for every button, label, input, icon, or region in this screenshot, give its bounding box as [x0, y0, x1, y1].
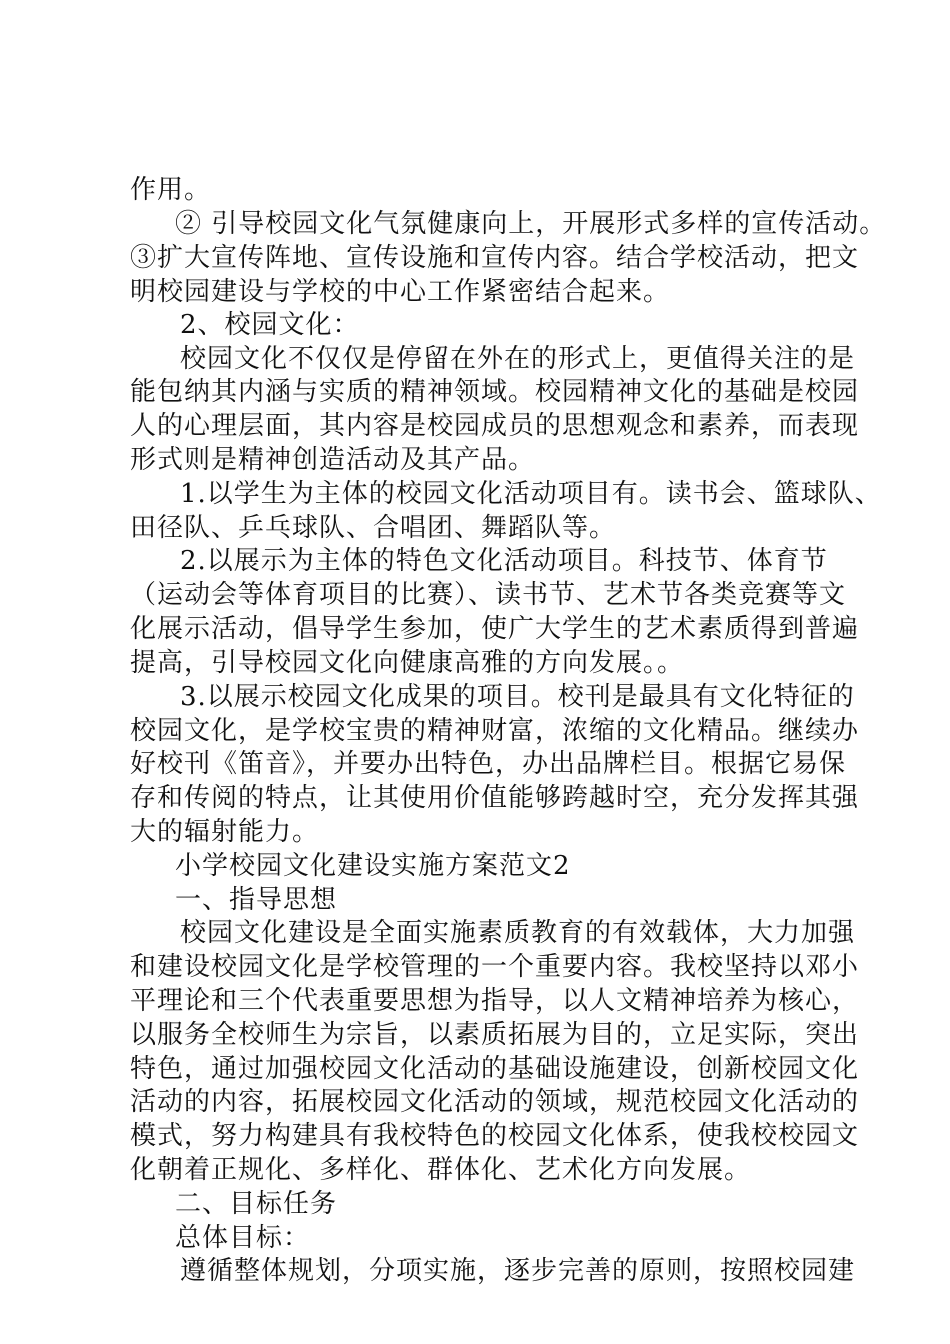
- text-line: 校园文化建设是全面实施素质教育的有效载体，大力加强: [180, 918, 856, 948]
- section-heading: 一、指导思想: [175, 885, 338, 915]
- text-line: 化朝着正规化、多样化、群体化、艺术化方向发展。: [130, 1155, 752, 1185]
- text-line: 以服务全校师生为宗旨，以素质拓展为目的，立足实际，突出: [130, 1020, 860, 1050]
- section-heading: 二、目标任务: [175, 1189, 338, 1219]
- text-line: 形式则是精神创造活动及其产品。: [130, 445, 536, 475]
- text-line: 能包纳其内涵与实质的精神领域。校园精神文化的基础是校园: [130, 377, 860, 407]
- text-line: 校园文化，是学校宝贵的精神财富，浓缩的文化精品。继续办: [130, 716, 860, 746]
- text-line: 3.以展示校园文化成果的项目。校刊是最具有文化特征的: [180, 682, 855, 712]
- text-line: 作用。: [130, 175, 212, 205]
- text-line: 田径队、乒乓球队、合唱团、舞蹈队等。: [130, 513, 617, 543]
- text-line: ② 引导校园文化气氛健康向上，开展形式多样的宣传活动。: [175, 209, 887, 239]
- text-line: 大的辐射能力。: [130, 817, 320, 847]
- text-line: 提高，引导校园文化向健康高雅的方向发展。。: [130, 648, 685, 678]
- text-line: 和建设校园文化是学校管理的一个重要内容。我校坚持以邓小: [130, 952, 860, 982]
- text-line: 明校园建设与学校的中心工作紧密结合起来。: [130, 277, 671, 307]
- section-heading: 总体目标：: [175, 1223, 311, 1253]
- text-line: 特色，通过加强校园文化活动的基础设施建设，创新校园文化: [130, 1054, 860, 1084]
- text-line: 遵循整体规划，分项实施，逐步完善的原则，按照校园建: [180, 1256, 856, 1286]
- text-line: 好校刊《笛音》，并要办出特色，办出品牌栏目。根据它易保: [130, 749, 847, 779]
- text-line: 校园文化不仅仅是停留在外在的形式上，更值得关注的是: [180, 344, 856, 374]
- text-line: 1.以学生为主体的校园文化活动项目有。读书会、篮球队、: [180, 479, 882, 509]
- section-heading: 2、校园文化：: [180, 310, 360, 340]
- article-title: 小学校园文化建设实施方案范文2: [175, 851, 571, 881]
- text-line: 化展示活动，倡导学生参加，使广大学生的艺术素质得到普遍: [130, 614, 860, 644]
- text-line: 存和传阅的特点，让其使用价值能够跨越时空，充分发挥其强: [130, 783, 860, 813]
- text-line: 平理论和三个代表重要思想为指导，以人文精神培养为核心，: [130, 986, 860, 1016]
- text-line: 人的心理层面，其内容是校园成员的思想观念和素养，而表现: [130, 411, 860, 441]
- text-line: 模式，努力构建具有我校特色的校园文化体系，使我校校园文: [130, 1121, 860, 1151]
- text-line: 2.以展示为主体的特色文化活动项目。科技节、体育节: [180, 546, 828, 576]
- text-line: ③扩大宣传阵地、宣传设施和宣传内容。结合学校活动，把文: [130, 243, 860, 273]
- text-line: （运动会等体育项目的比赛）、读书节、艺术节各类竞赛等文: [130, 580, 847, 610]
- text-line: 活动的内容，拓展校园文化活动的领域，规范校园文化活动的: [130, 1087, 860, 1117]
